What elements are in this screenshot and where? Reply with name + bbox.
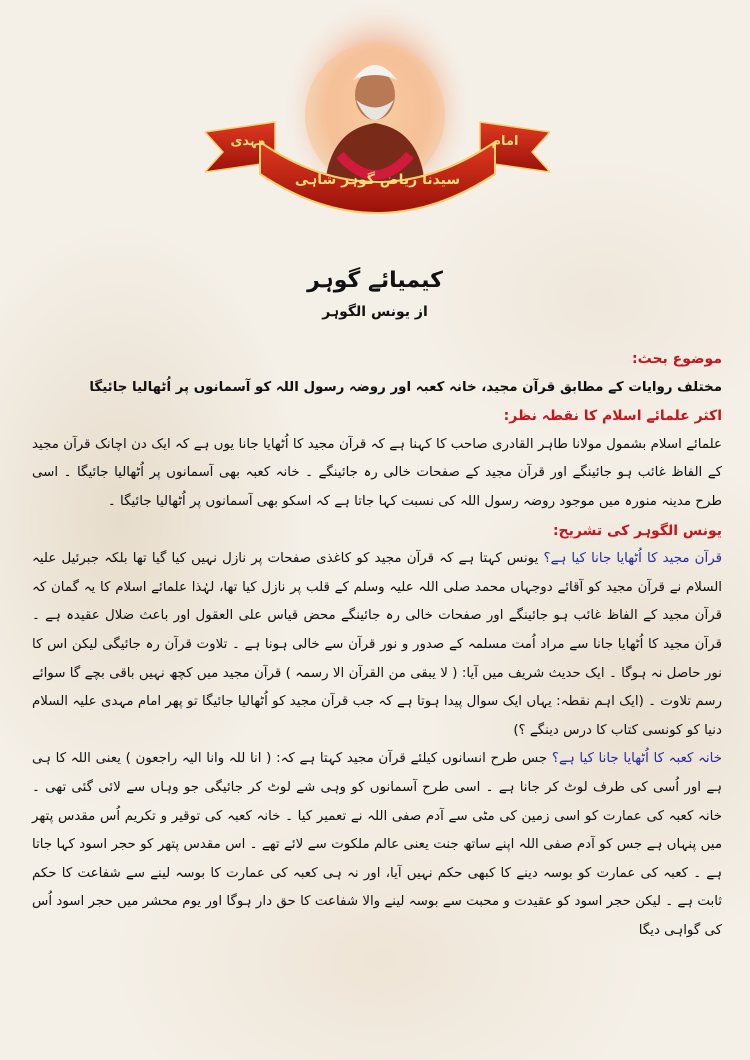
- quran-paragraph: [32, 545, 722, 745]
- kaaba-text-2: یعنی اللہ کا ہی ہے اور اُسی کی طرف لوٹ کر جانا ہے ۔ اسی طرح آسمانوں کو وہی شے لوٹ کر جائیگی جو وہاں سے لائی گئی تھی ۔ خانہ کعبہ کی عمارت کو اسی زمین کی مٹی سے آدم صفی اللہ نے تعمیر کیا ۔ خانہ کعبہ کی توقیر و تکریم اُس مقدس پتھر میں پنہاں ہے جس کو آدم صفی اللہ اپنے ساتھ جنت یعنی عالم ملکوت سے لائے تھے ۔ اس مقدس پتھر کو حجر اسود کہا جاتا ہے ۔ کعبہ کی عمارت کو بوسہ دینے کا کبھی حکم نہیں آیا، اور نہ ہی کعبہ کی عمارت کا بوسہ لینے سے شفاعت کا حکم ثابت ہے ۔ لیکن حجر اسود کو عقیدت و محبت سے بوسہ لینے والا شفاعت کا حق دار ہوگا اور یوم محشر میں حجر اسود اُس کی گواہی دیگا: [32, 751, 722, 938]
- article-title: کیمیائے گوہر: [307, 268, 443, 293]
- kaaba-lead: خانہ کعبہ کا اُٹھایا جانا کیا ہے؟: [551, 751, 723, 767]
- topic-text: مختلف روایات کے مطابق قرآن مجید، خانہ کعبہ اور روضہ رسول اللہ کو آسمانوں پر اُٹھالیا جائیگا: [89, 379, 722, 395]
- banner-name: سیدنا ریاض گوہر شاہی: [294, 172, 461, 188]
- header-emblem: [0, 0, 750, 240]
- scholars-heading: اکثر علمائے اسلام کا نقطہ نظر:: [503, 408, 722, 425]
- kaaba-arabic: ( انا للہ وانا الیہ راجعون ): [125, 751, 272, 767]
- younus-heading: یونس الگوہر کی تشریح:: [552, 522, 722, 539]
- topic-heading: موضوع بحث:: [632, 351, 722, 367]
- banner-right-label: امام: [491, 134, 519, 149]
- title-banner: [205, 112, 550, 217]
- quran-lead: قرآن مجید کا اُٹھایا جانا کیا ہے؟: [543, 551, 722, 567]
- kaaba-paragraph: [32, 745, 722, 945]
- article-body: [32, 345, 722, 945]
- scholars-text: علمائے اسلام بشمول مولانا طاہر القادری صاحب کا کہنا ہے کہ قرآن مجید کا اُٹھایا جانا یوں ہے کہ ایک دن اچانک قرآن مجید کے الفاظ غائب ہو جائینگے اور قرآن مجید کے صفحات خالی رہ جائینگے ۔ خانہ کعبہ بھی آسمانوں پر اُٹھالیا جائیگا ۔ اسی طرح مدینہ منورہ میں موجود روضہ رسول اللہ کی نسبت کہا جاتا ہے کہ اسکو بھی آسمانوں پر اُٹھالیا جائیگا ۔: [32, 436, 722, 509]
- kaaba-text-1: جس طرح انسانوں کیلئے قرآن مجید کہتا ہے کہ:: [276, 751, 548, 767]
- hadith-arabic: ( لا یبقی من القرآن الا رسمہ ): [285, 665, 458, 681]
- banner-left-label: مہدی: [230, 134, 266, 149]
- quran-text: یونس کہتا ہے کہ قرآن مجید کو کاغذی صفحات پر نازل نہیں کیا گیا تھا بلکہ جبرئیل علیہ السلام نے قرآن مجید کو آقائے دوجہاں محمد صلی اللہ علیہ وسلم کے قلب پر نازل کیا تھا، لہٰذا علمائے اسلام کا یہ گمان کہ قرآن مجید کے الفاظ غائب ہو جائینگے اور صفحات خالی رہ جائینگے محض قیاس علی العقول اور باعث ضلال عقیدہ ہے ۔ قرآن مجید کا اُٹھایا جانا سے مراد اُمت مسلمہ کے صدور و نور قرآن سے خالی ہونا ہے ۔ تلاوت قرآن رہ جائیگی لیکن اس کا نور حاصل نہ ہوگا ۔ ایک حدیث شریف میں آیا:: [32, 551, 723, 681]
- article-author: از یونس الگوہر: [322, 304, 428, 320]
- quran-text-2: قرآن مجید میں کچھ نہیں باقی بچے گا سوائے رسم تلاوت ۔ (ایک اہم نقطہ: یہاں ایک سوال پیدا ہوتا ہے کہ جب قرآن مجید کو اُٹھالیا جائیگا تو پھر امام مہدی علیہ السلام دنیا کو کونسی کتاب کا درس دینگے ؟): [32, 665, 722, 738]
